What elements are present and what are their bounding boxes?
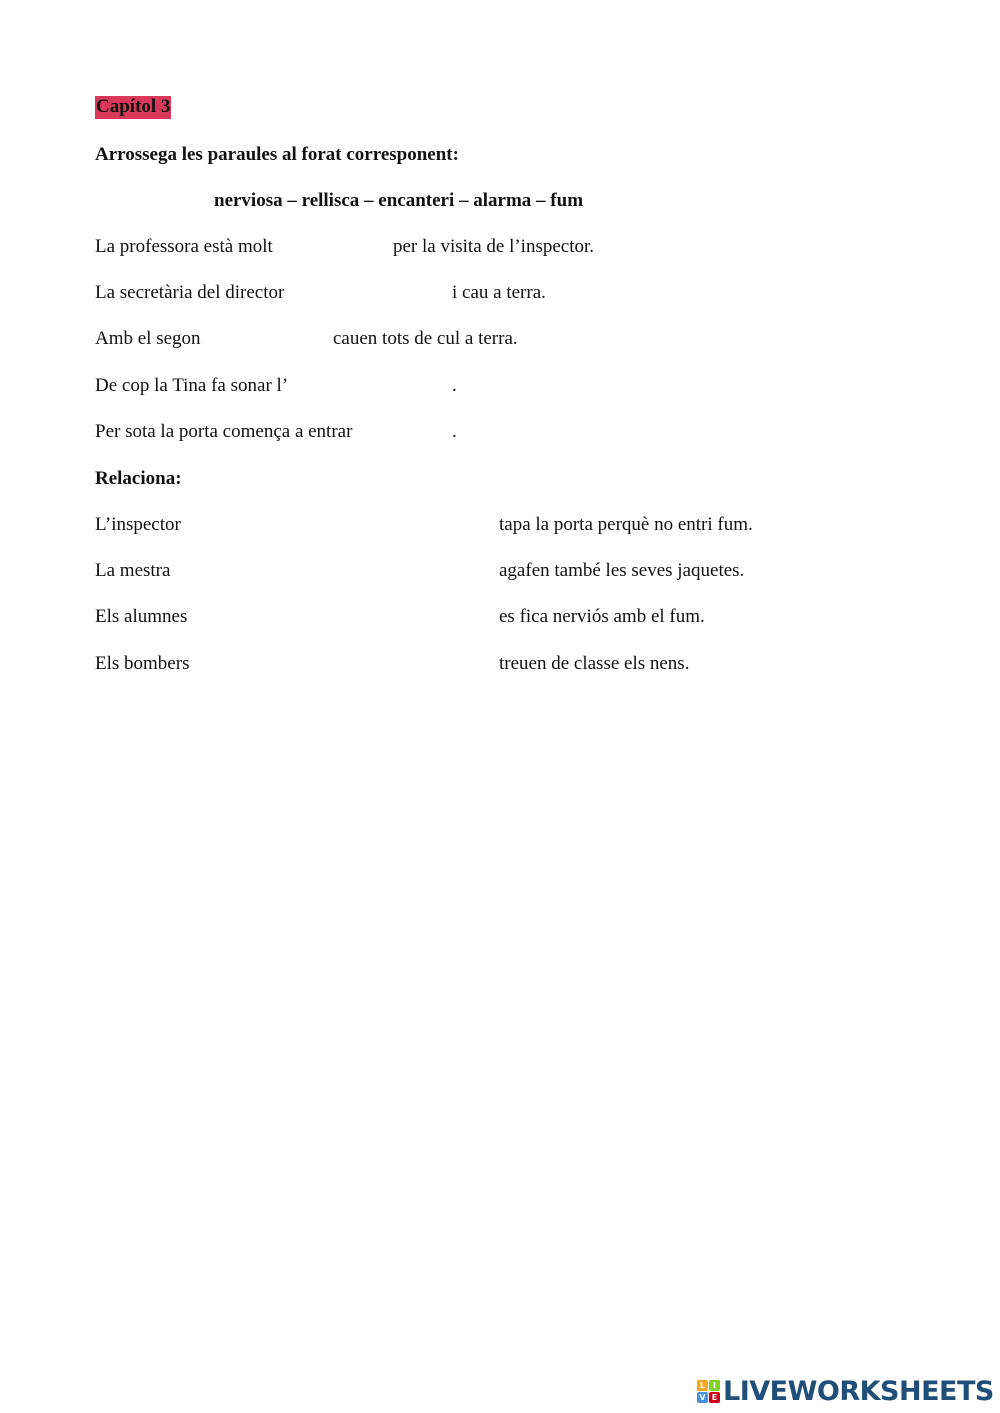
blank-drop-zone[interactable] [304,372,448,396]
sentence-before: Amb el segon [95,328,201,349]
logo-tile: V [697,1392,708,1403]
sentence-after: . [452,375,457,396]
match-right-item[interactable]: tapa la porta perquè no entri fum. [499,514,753,535]
sentence-before: La secretària del director [95,282,285,303]
logo-wordmark: LIVEWORKSHEETS [723,1376,994,1407]
match-left-item[interactable]: Els bombers [95,653,190,674]
chapter-title: Capítol 3 [96,96,171,117]
logo-tile: L [697,1380,708,1391]
logo-tile: E [709,1392,720,1403]
match-right-item[interactable]: es fica nerviós amb el fum. [499,606,705,627]
blank-drop-zone[interactable] [212,325,326,349]
match-left-item[interactable]: L’inspector [95,514,181,535]
sentence-after: i cau a terra. [452,282,546,303]
logo-tile: I [709,1380,720,1391]
word-bank: nerviosa – rellisca – encanteri – alarma – fum [214,190,584,211]
blank-drop-zone[interactable] [302,279,446,303]
match-right-item[interactable]: treuen de classe els nens. [499,653,690,674]
sentence-after: per la visita de l’inspector. [393,236,595,257]
instruction-text: Arrossega les paraules al forat corresponent: [95,144,459,165]
match-heading: Relaciona: [95,468,182,489]
blank-drop-zone[interactable] [372,418,448,442]
match-right-item[interactable]: agafen també les seves jaquetes. [499,560,745,581]
logo-tiles-icon [697,1380,720,1403]
match-left-item[interactable]: La mestra [95,560,171,581]
blank-drop-zone[interactable] [290,233,386,257]
sentence-before: Per sota la porta comença a entrar [95,421,353,442]
sentence-after: . [452,421,457,442]
sentence-after: cauen tots de cul a terra. [333,328,518,349]
liveworksheets-logo [697,1378,994,1405]
sentence-before: La professora està molt [95,236,273,257]
match-left-item[interactable]: Els alumnes [95,606,188,627]
sentence-before: De cop la Tina fa sonar l’ [95,375,289,396]
